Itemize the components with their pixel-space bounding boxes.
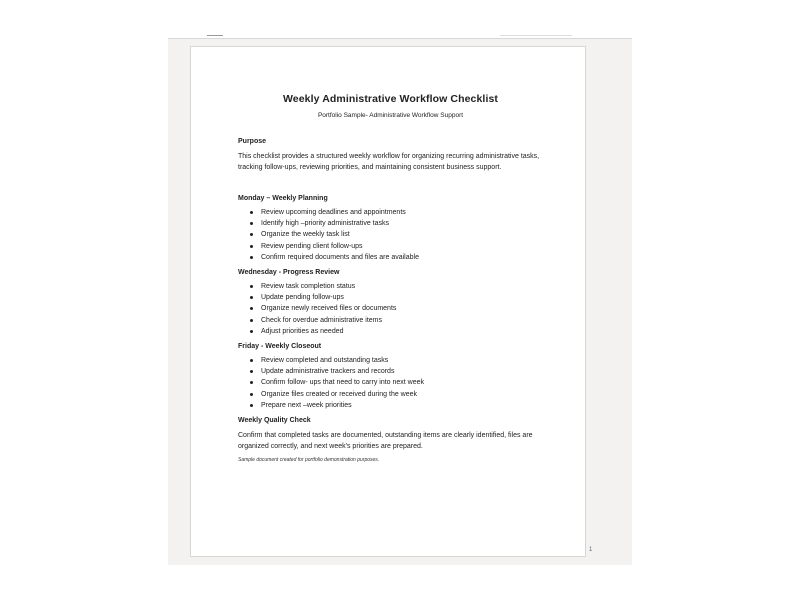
bullet-icon (250, 245, 253, 248)
list-item (238, 281, 543, 292)
bullet-icon (250, 404, 253, 407)
friday-heading: Friday - Weekly Closeout (238, 343, 322, 351)
bullet-icon (250, 319, 253, 322)
page-content (238, 93, 543, 463)
list-item-text: Confirm follow- ups that need to carry into next week (261, 379, 425, 387)
bullet-icon (250, 211, 253, 214)
list-item (238, 400, 543, 411)
list-item (238, 389, 543, 400)
monday-heading: Monday – Weekly Planning (238, 195, 328, 202)
toolbar-divider (207, 35, 223, 36)
document-page[interactable] (190, 46, 586, 557)
list-item-text: Review task completion status (261, 283, 356, 291)
bullet-icon (250, 233, 253, 236)
list-item-text: Check for overdue administrative items (261, 316, 382, 324)
list-item-text: Identify high –priority administrative tasks (261, 220, 389, 228)
bullet-icon (250, 370, 253, 373)
bullet-icon (250, 285, 253, 288)
list-item-text: Review completed and outstanding tasks (261, 357, 389, 365)
bullet-icon (250, 307, 253, 310)
list-item (238, 292, 543, 303)
list-item-text: Update administrative trackers and records (261, 368, 395, 376)
list-item (238, 326, 543, 337)
bullet-icon (250, 296, 253, 299)
list-item (238, 355, 543, 366)
wednesday-heading: Wednesday - Progress Review (238, 269, 340, 277)
list-item (238, 218, 543, 229)
list-item-text: Organize newly received files or documents (261, 305, 397, 313)
list-item-text: Update pending follow-ups (261, 294, 344, 302)
list-item (238, 241, 543, 252)
bullet-icon (250, 256, 253, 259)
list-item-text: Review pending client follow-ups (261, 242, 363, 250)
list-item-text: Review upcoming deadlines and appointments (261, 209, 406, 216)
quality-text: Confirm that completed tasks are documented, outstanding items are clearly identified, files are organized correctly, and next week's priorities are prepared. (238, 432, 533, 451)
list-item-text: Confirm required documents and files are available (261, 253, 419, 261)
page-number: 1 (589, 547, 593, 553)
list-item (238, 252, 543, 263)
list-item-text: Organize files created or received during the week (261, 390, 418, 398)
list-item (238, 315, 543, 326)
list-item-text: Adjust priorities as needed (261, 327, 344, 335)
document-subtitle: Portfolio Sample- Administrative Workflow Support (317, 112, 464, 119)
bullet-icon (250, 222, 253, 225)
bullet-icon (250, 359, 253, 362)
quality-heading: Weekly Quality Check (238, 417, 311, 425)
toolbar-divider (500, 35, 572, 36)
footnote: Sample document created for portfolio demonstration purposes. (238, 457, 380, 464)
bullet-icon (250, 330, 253, 333)
monday-checklist (238, 207, 543, 263)
list-item (238, 303, 543, 314)
bullet-icon (250, 381, 253, 384)
purpose-text: This checklist provides a structured weekly workflow for organizing recurring administrative tasks, tracking follow-ups, reviewing priorities, and maintaining consistent business support. (238, 153, 540, 171)
purpose-heading: Purpose (238, 138, 267, 145)
list-item-text: Prepare next –week priorities (261, 401, 352, 409)
list-item (238, 366, 543, 377)
document-title: Weekly Administrative Workflow Checklist (282, 93, 499, 105)
wednesday-checklist (238, 281, 543, 337)
list-item (238, 377, 543, 388)
list-item (238, 207, 543, 218)
list-item (238, 229, 543, 240)
friday-checklist (238, 355, 543, 411)
bullet-icon (250, 393, 253, 396)
list-item-text: Organize the weekly task list (261, 231, 350, 239)
